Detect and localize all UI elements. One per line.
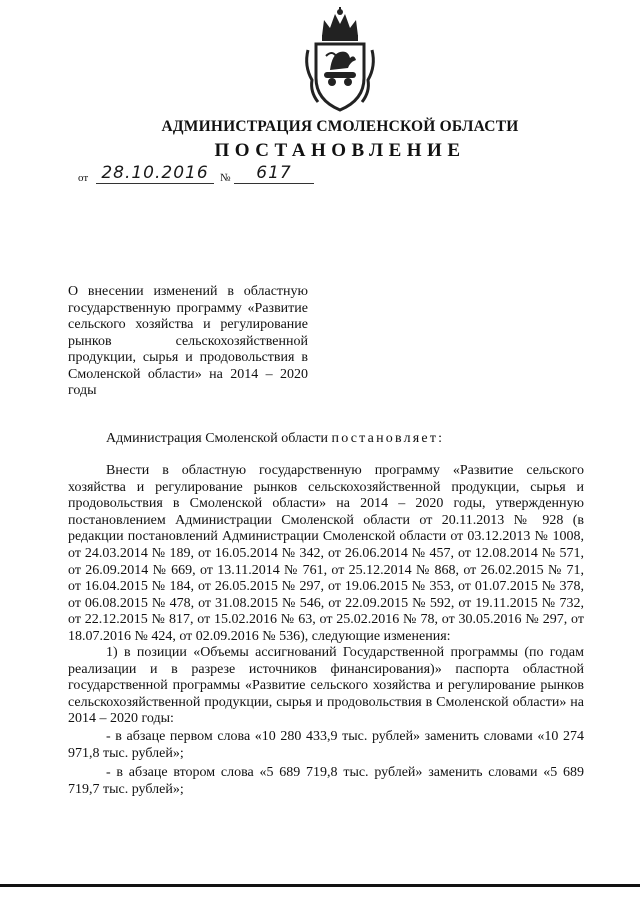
paragraph-item-1-b-text: - в абзаце втором слова «5 689 719,8 тыс. рублей» заменить словами «5 689 719,7 тыс. рублей»;: [68, 765, 584, 797]
intro-spaced-word: постановляет:: [331, 431, 445, 446]
date-number-line: [78, 163, 318, 187]
intro-line: [68, 431, 584, 448]
paragraph-item-1-b: [68, 765, 584, 798]
bottom-rule: [0, 884, 640, 887]
decree-subject: О внесении изменений в областную государственную программу «Развитие сельского хозяйства и регулирование рынков сельскохозяйственной продукции, сырья и продовольствия в Смоленской области» на 2014 – 2020 годы: [68, 284, 308, 398]
decree-date: 28.10.2016: [96, 163, 214, 184]
paragraph-item-1: [68, 645, 584, 728]
paragraph-item-1-a-text: - в абзаце первом слова «10 280 433,9 тыс. рублей» заменить словами «10 274 971,8 тыс. рублей»;: [68, 729, 584, 761]
paragraph-item-1-a: [68, 729, 584, 762]
smolensk-coat-of-arms-icon: [302, 6, 378, 114]
number-prefix: №: [220, 172, 231, 184]
decree-title: ПОСТАНОВЛЕНИЕ: [214, 140, 466, 161]
decree-number: 617: [234, 163, 314, 184]
paragraph-item-1-text: 1) в позиции «Объемы ассигнований Государственной программы (по годам реализации и в разрезе источников финансирования)» паспорта областной государственной программы «Развитие сельского хозяйства и регулирование рынков сельскохозяйственной продукции, сырья и продовольствия в Смоленской области» на 2014 – 2020 годы:: [68, 645, 584, 727]
date-prefix: от: [78, 172, 89, 184]
paragraph-main: [68, 463, 584, 646]
admin-title: АДМИНИСТРАЦИЯ СМОЛЕНСКОЙ ОБЛАСТИ: [161, 118, 519, 135]
intro-text: Администрация Смоленской области: [106, 431, 332, 446]
paragraph-main-text: Внести в областную государственную программу «Развитие сельского хозяйства и регулирование рынков сельскохозяйственной продукции, сырья и продовольствия в Смоленской области» на 2014 – 2020 годы, утвержденную постановлением Администрации Смоленской области от 20.11.2013 № 928 (в редакции постановлений Администрации Смоленской области от 03.12.2013 № 1008, от 24.03.2014 № 189, от 16.05.2014 № 342, от 26.06.2014 № 457, от 12.08.2014 № 571, от 26.09.2014 № 669, от 13.11.2014 № 761, от 25.12.2014 № 868, от 26.02.2015 № 71, от 16.04.2015 № 184, от 26.05.2015 № 297, от 19.06.2015 № 353, от 01.07.2015 № 378, от 06.08.2015 № 478, от 31.08.2015 № 546, от 22.09.2015 № 592, от 19.11.2015 № 732, от 22.12.2015 № 817, от 15.02.2016 № 63, от 25.02.2016 № 78, от 30.05.2016 № 297, от 18.07.2016 № 424, от 02.09.2016 № 536), следующие изменения:: [68, 463, 584, 644]
